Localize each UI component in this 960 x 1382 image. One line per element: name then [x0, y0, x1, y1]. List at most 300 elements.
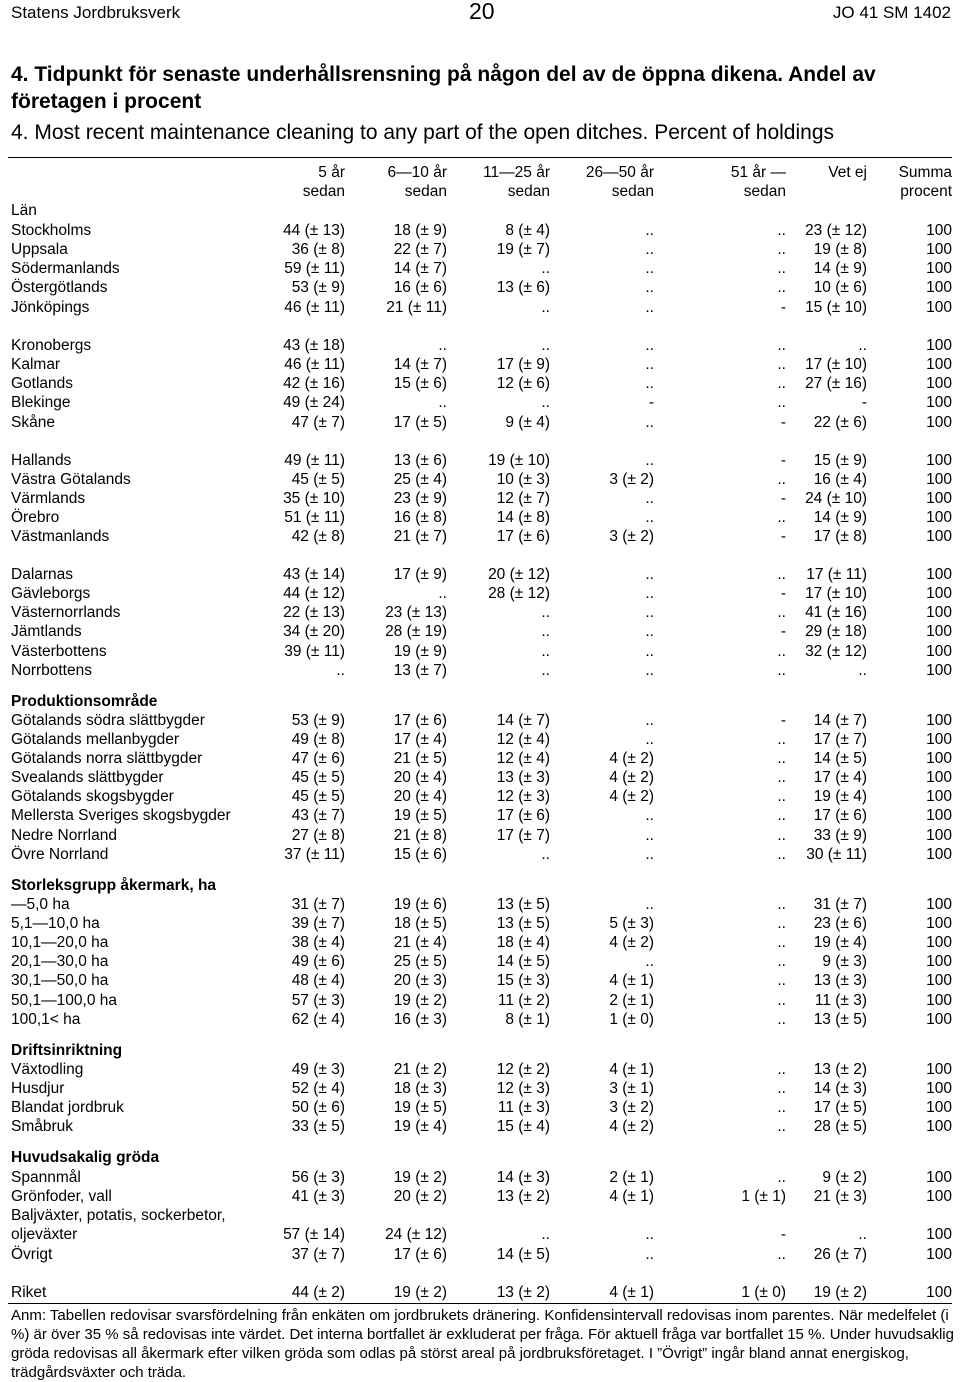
- table-cell: 57 (± 14): [283, 1226, 345, 1243]
- table-cell: ..: [645, 643, 654, 660]
- table-cell: 31 (± 7): [291, 896, 345, 913]
- row-label: Värmlands: [11, 490, 86, 507]
- table-row: [0, 622, 960, 641]
- row-label: 30,1—50,0 ha: [11, 972, 109, 989]
- row-label: Blekinge: [11, 394, 71, 411]
- table-cell: 14 (± 5): [813, 750, 867, 767]
- table-cell: 5 (± 3): [609, 915, 654, 932]
- table-cell: ..: [645, 414, 654, 431]
- table-cell: 15 (± 10): [805, 299, 867, 316]
- table-cell: 9 (± 2): [822, 1169, 867, 1186]
- row-label: Jämtlands: [11, 623, 82, 640]
- row-label: Götalands södra slättbygder: [11, 712, 205, 729]
- row-label: Gävleborgs: [11, 585, 91, 602]
- table-cell: ..: [777, 643, 786, 660]
- table-cell: 45 (± 5): [291, 769, 345, 786]
- table-cell: ..: [336, 662, 345, 679]
- table-cell: ..: [645, 241, 654, 258]
- table-cell: 3 (± 1): [609, 1080, 654, 1097]
- table-cell: 38 (± 4): [291, 934, 345, 951]
- table-row: [0, 711, 960, 730]
- table-row: [0, 933, 960, 952]
- table-row: [0, 259, 960, 278]
- table-row: [0, 374, 960, 393]
- table-row: [0, 1098, 960, 1117]
- table-row: [0, 240, 960, 259]
- table-cell: 12 (± 6): [496, 375, 550, 392]
- table-cell: 49 (± 8): [291, 731, 345, 748]
- table-cell: ..: [645, 731, 654, 748]
- table-cell: 27 (± 8): [291, 827, 345, 844]
- page-header: [0, 0, 960, 30]
- table-cell: ..: [858, 337, 867, 354]
- table-cell: 100: [926, 509, 952, 526]
- table-cell: 21 (± 3): [813, 1188, 867, 1205]
- table-cell: 49 (± 24): [283, 394, 345, 411]
- table-cell: 17 (± 9): [393, 566, 447, 583]
- table-cell: ..: [645, 337, 654, 354]
- table-cell: 19 (± 4): [813, 934, 867, 951]
- table-cell: 13 (± 5): [496, 915, 550, 932]
- table-cell: 47 (± 7): [291, 414, 345, 431]
- report-code: JO 41 SM 1402: [832, 3, 951, 22]
- table-cell: 17 (± 6): [813, 807, 867, 824]
- table-row: [0, 1117, 960, 1136]
- row-label: Östergötlands: [11, 279, 108, 296]
- table-cell: -: [780, 1226, 786, 1243]
- section-heading-row: [0, 1148, 960, 1167]
- table-row: [0, 508, 960, 527]
- table-cell: 4 (± 2): [609, 769, 654, 786]
- section-heading-row: [0, 876, 960, 895]
- table-cell: 100: [926, 896, 952, 913]
- table-title-swedish: [11, 61, 876, 115]
- table-cell: 4 (± 1): [609, 1061, 654, 1078]
- table-cell: ..: [645, 623, 654, 640]
- table-cell: 100: [926, 1188, 952, 1205]
- table-cell: 2 (± 1): [609, 992, 654, 1009]
- table-cell: ..: [777, 915, 786, 932]
- table-row: [0, 1079, 960, 1098]
- table-row: [0, 584, 960, 603]
- table-cell: 19 (± 2): [393, 1169, 447, 1186]
- table-cell: 17 (± 9): [496, 356, 550, 373]
- table-cell: 100: [926, 769, 952, 786]
- table-cell: 17 (± 7): [813, 731, 867, 748]
- row-label: Spannmål: [11, 1169, 81, 1186]
- table-cell: ..: [777, 934, 786, 951]
- row-label: Uppsala: [11, 241, 68, 258]
- col-header-summa: Summa procent: [898, 164, 952, 200]
- table-cell: 44 (± 13): [283, 222, 345, 239]
- table-cell: 53 (± 9): [291, 279, 345, 296]
- table-cell: 32 (± 12): [805, 643, 867, 660]
- table-cell: ..: [645, 1226, 654, 1243]
- table-cell: ..: [777, 566, 786, 583]
- table-cell: ..: [645, 846, 654, 863]
- table-cell: 22 (± 7): [393, 241, 447, 258]
- table-cell: 17 (± 8): [813, 528, 867, 545]
- table-cell: 100: [926, 566, 952, 583]
- table-cell: 17 (± 5): [393, 414, 447, 431]
- table-cell: ..: [777, 1080, 786, 1097]
- table-cell: 13 (± 6): [393, 452, 447, 469]
- row-label: Hallands: [11, 452, 72, 469]
- table-row: [0, 768, 960, 787]
- table-row: [0, 787, 960, 806]
- table-cell: ..: [541, 299, 550, 316]
- table-cell: ..: [541, 604, 550, 621]
- table-cell: 19 (± 5): [393, 1099, 447, 1116]
- table-cell: 28 (± 12): [488, 585, 550, 602]
- table-cell: ..: [645, 585, 654, 602]
- table-row: [0, 603, 960, 622]
- row-label: Grönfoder, vall: [11, 1188, 112, 1205]
- table-cell: 27 (± 16): [805, 375, 867, 392]
- table-cell: 48 (± 4): [291, 972, 345, 989]
- table-cell: ..: [777, 1169, 786, 1186]
- table-row: [0, 952, 960, 971]
- section-heading: Driftsinriktning: [11, 1042, 123, 1059]
- row-label: 50,1—100,0 ha: [11, 992, 118, 1009]
- table-cell: 23 (± 9): [393, 490, 447, 507]
- table-row: [0, 393, 960, 412]
- table-cell: 11 (± 3): [497, 1099, 550, 1116]
- table-cell: 13 (± 5): [496, 896, 550, 913]
- table-row: [0, 1010, 960, 1029]
- table-cell: 14 (± 5): [496, 953, 550, 970]
- table-cell: -: [780, 414, 786, 431]
- row-label: Stockholms: [11, 222, 92, 239]
- table-cell: 52 (± 4): [291, 1080, 345, 1097]
- table-cell: 3 (± 2): [609, 528, 654, 545]
- row-label: Norrbottens: [11, 662, 92, 679]
- table-cell: 33 (± 5): [291, 1118, 345, 1135]
- table-cell: 3 (± 2): [609, 1099, 654, 1116]
- table-cell: 14 (± 7): [496, 712, 550, 729]
- table-cell: 17 (± 10): [805, 356, 867, 373]
- table-cell: 13 (± 3): [496, 769, 550, 786]
- table-cell: ..: [645, 509, 654, 526]
- table-row: [0, 749, 960, 768]
- table-cell: 100: [926, 279, 952, 296]
- table-cell: 100: [926, 915, 952, 932]
- table-row: [0, 565, 960, 584]
- table-cell: ..: [777, 337, 786, 354]
- table-cell: 13 (± 5): [813, 1011, 867, 1028]
- table-cell: -: [780, 712, 786, 729]
- table-row: [0, 527, 960, 546]
- table-cell: 23 (± 12): [805, 222, 867, 239]
- table-cell: 100: [926, 414, 952, 431]
- table-cell: 100: [926, 528, 952, 545]
- row-label: Västernorrlands: [11, 604, 121, 621]
- table-cell: ..: [541, 337, 550, 354]
- table-cell: 19 (± 10): [488, 452, 550, 469]
- table-cell: 17 (± 6): [496, 807, 550, 824]
- table-cell: 30 (± 11): [806, 846, 867, 863]
- table-row: [0, 1168, 960, 1187]
- row-label: Husdjur: [11, 1080, 65, 1097]
- table-cell: -: [780, 623, 786, 640]
- row-label: Västra Götalands: [11, 471, 131, 488]
- table-cell: 100: [926, 731, 952, 748]
- table-cell: 49 (± 6): [291, 953, 345, 970]
- table-cell: 21 (± 7): [393, 528, 447, 545]
- table-row: [0, 1225, 960, 1244]
- publisher-name: Statens Jordbruksverk: [11, 3, 181, 22]
- table-cell: ..: [777, 604, 786, 621]
- table-cell: 100: [926, 807, 952, 824]
- table-cell: -: [780, 299, 786, 316]
- table-top-rule: [8, 157, 952, 158]
- table-cell: ..: [645, 662, 654, 679]
- table-cell: 4 (± 1): [609, 972, 654, 989]
- table-cell: 11 (± 2): [497, 992, 550, 1009]
- table-cell: ..: [777, 788, 786, 805]
- table-cell: 100: [926, 972, 952, 989]
- table-cell: 17 (± 4): [393, 731, 447, 748]
- table-row: [0, 845, 960, 864]
- table-cell: ..: [777, 896, 786, 913]
- table-cell: 14 (± 7): [813, 712, 867, 729]
- table-cell: 4 (± 1): [609, 1284, 654, 1301]
- table-cell: 100: [926, 1226, 952, 1243]
- table-cell: 100: [926, 1080, 952, 1097]
- table-cell: 10 (± 6): [813, 279, 867, 296]
- table-cell: 4 (± 2): [609, 934, 654, 951]
- table-cell: 62 (± 4): [291, 1011, 345, 1028]
- table-cell: ..: [777, 846, 786, 863]
- table-cell: 13 (± 2): [496, 1284, 550, 1301]
- section-label-lan: Län: [11, 202, 37, 219]
- table-row: [0, 489, 960, 508]
- table-cell: 14 (± 7): [393, 356, 447, 373]
- table-cell: 100: [926, 1284, 952, 1301]
- table-cell: 21 (± 2): [393, 1061, 447, 1078]
- table-cell: 100: [926, 471, 952, 488]
- table-cell: 12 (± 3): [496, 1080, 550, 1097]
- table-cell: 21 (± 4): [393, 934, 447, 951]
- table-row: [0, 914, 960, 933]
- table-cell: 100: [926, 1011, 952, 1028]
- table-cell: ..: [645, 490, 654, 507]
- table-cell: 100: [926, 953, 952, 970]
- table-cell: ..: [645, 827, 654, 844]
- table-bottom-rule: [8, 1303, 952, 1304]
- table-cell: ..: [777, 807, 786, 824]
- table-cell: ..: [645, 299, 654, 316]
- table-cell: 13 (± 2): [813, 1061, 867, 1078]
- table-cell: 45 (± 5): [291, 788, 345, 805]
- table-cell: 49 (± 11): [284, 452, 345, 469]
- table-cell: ..: [777, 1246, 786, 1263]
- table-cell: ..: [645, 953, 654, 970]
- table-cell: 46 (± 11): [284, 299, 345, 316]
- table-cell: 100: [926, 604, 952, 621]
- table-cell: 15 (± 4): [496, 1118, 550, 1135]
- table-cell: ..: [777, 827, 786, 844]
- table-cell: 51 (± 11): [284, 509, 345, 526]
- table-cell: 13 (± 7): [393, 662, 447, 679]
- table-cell: 3 (± 2): [609, 471, 654, 488]
- table-cell: ..: [541, 394, 550, 411]
- table-cell: 20 (± 2): [393, 1188, 447, 1205]
- row-label: Mellersta Sveriges skogsbygder: [11, 807, 231, 824]
- table-cell: ..: [645, 356, 654, 373]
- table-cell: -: [861, 394, 867, 411]
- table-cell: 44 (± 12): [283, 585, 345, 602]
- table-cell: ..: [777, 1099, 786, 1116]
- row-label: Götalands mellanbygder: [11, 731, 180, 748]
- table-cell: 100: [926, 623, 952, 640]
- table-cell: 18 (± 4): [496, 934, 550, 951]
- table-cell: 18 (± 9): [393, 222, 447, 239]
- row-label: 10,1—20,0 ha: [11, 934, 109, 951]
- table-cell: 19 (± 9): [393, 643, 447, 660]
- table-cell: 19 (± 4): [813, 788, 867, 805]
- table-cell: 28 (± 5): [813, 1118, 867, 1135]
- table-cell: -: [780, 585, 786, 602]
- row-label: Kronobergs: [11, 337, 92, 354]
- table-cell: 17 (± 6): [393, 1246, 447, 1263]
- table-row: [0, 806, 960, 825]
- row-label: Västerbottens: [11, 643, 107, 660]
- table-cell: 39 (± 11): [284, 643, 345, 660]
- table-cell: 16 (± 4): [813, 471, 867, 488]
- table-cell: 100: [926, 712, 952, 729]
- table-cell: 46 (± 11): [284, 356, 345, 373]
- row-label: oljeväxter: [11, 1226, 78, 1243]
- table-cell: ..: [645, 896, 654, 913]
- table-cell: 9 (± 3): [822, 953, 867, 970]
- table-cell: 17 (± 10): [805, 585, 867, 602]
- table-cell: ..: [777, 222, 786, 239]
- table-cell: 100: [926, 394, 952, 411]
- col-header-5yr: 5 år sedan: [302, 164, 345, 200]
- table-cell: ..: [645, 604, 654, 621]
- table-cell: 41 (± 16): [805, 604, 867, 621]
- table-cell: 100: [926, 356, 952, 373]
- row-label: Riket: [11, 1284, 47, 1301]
- table-cell: 100: [926, 992, 952, 1009]
- table-cell: ..: [645, 452, 654, 469]
- table-cell: ..: [438, 337, 447, 354]
- table-cell: 19 (± 6): [393, 896, 447, 913]
- table-cell: ..: [777, 750, 786, 767]
- row-label: 20,1—30,0 ha: [11, 953, 109, 970]
- table-cell: 21 (± 11): [386, 299, 447, 316]
- row-label: Gotlands: [11, 375, 74, 392]
- table-cell: 47 (± 6): [291, 750, 345, 767]
- table-row: [0, 1060, 960, 1079]
- table-cell: 14 (± 8): [496, 509, 550, 526]
- row-label: Svealands slättbygder: [11, 769, 164, 786]
- table-cell: 17 (± 7): [496, 827, 550, 844]
- table-row: [0, 336, 960, 355]
- table-cell: ..: [777, 1011, 786, 1028]
- table-row: [0, 971, 960, 990]
- table-cell: 19 (± 2): [813, 1284, 867, 1301]
- table-cell: 26 (± 7): [813, 1246, 867, 1263]
- table-cell: 14 (± 9): [813, 509, 867, 526]
- table-cell: 16 (± 3): [393, 1011, 447, 1028]
- row-label: Blandat jordbruk: [11, 1099, 124, 1116]
- table-cell: 12 (± 3): [496, 788, 550, 805]
- table-cell: 1 (± 0): [741, 1284, 786, 1301]
- table-cell: 37 (± 11): [284, 846, 345, 863]
- table-cell: 100: [926, 1061, 952, 1078]
- table-cell: 4 (± 2): [609, 750, 654, 767]
- table-cell: 1 (± 0): [609, 1011, 654, 1028]
- table-cell: 36 (± 8): [291, 241, 345, 258]
- table-cell: 13 (± 3): [813, 972, 867, 989]
- table-cell: 22 (± 6): [813, 414, 867, 431]
- row-label: Södermanlands: [11, 260, 120, 277]
- table-cell: 20 (± 4): [393, 788, 447, 805]
- table-row: [0, 451, 960, 470]
- table-cell: 14 (± 3): [496, 1169, 550, 1186]
- table-cell: 25 (± 4): [393, 471, 447, 488]
- table-cell: 100: [926, 585, 952, 602]
- table-cell: 19 (± 7): [496, 241, 550, 258]
- table-cell: ..: [541, 260, 550, 277]
- table-cell: 44 (± 2): [291, 1284, 345, 1301]
- table-cell: 20 (± 4): [393, 769, 447, 786]
- row-label: Skåne: [11, 414, 55, 431]
- table-cell: ..: [777, 662, 786, 679]
- table-cell: 50 (± 6): [291, 1099, 345, 1116]
- table-row: [0, 895, 960, 914]
- table-cell: 100: [926, 241, 952, 258]
- table-row: [0, 1245, 960, 1264]
- table-cell: 17 (± 5): [813, 1099, 867, 1116]
- table-cell: 17 (± 6): [393, 712, 447, 729]
- table-cell: 100: [926, 1118, 952, 1135]
- table-cell: 13 (± 2): [496, 1188, 550, 1205]
- table-cell: 8 (± 4): [505, 222, 550, 239]
- table-cell: 17 (± 4): [813, 769, 867, 786]
- table-cell: 14 (± 9): [813, 260, 867, 277]
- col-header-vet-ej: Vet ej: [828, 164, 867, 181]
- table-cell: 9 (± 4): [505, 414, 550, 431]
- table-row: [0, 642, 960, 661]
- table-cell: ..: [645, 566, 654, 583]
- table-cell: 100: [926, 846, 952, 863]
- row-label: Jönköpings: [11, 299, 90, 316]
- table-cell: ..: [777, 394, 786, 411]
- table-cell: 18 (± 3): [393, 1080, 447, 1097]
- table-cell: 37 (± 7): [291, 1246, 345, 1263]
- table-cell: 29 (± 18): [805, 623, 867, 640]
- table-footnote: Anm: Tabellen redovisar svarsfördelning från enkäten om jordbrukets dränering. Konfidensintervall redovisas inom parentes. När medelfelet (i %) är över 35 % så redovisas inte värdet. Det interna bortfallet är exkluderat per fråga. För aktuell fråga var bortfallet 15 %. Under huvudsaklig gröda redovisas all åkermark efter vilken gröda som odlas på störst areal på jordbruksföretaget. I ”Övrigt” ingår bland annat energiskog, trädgårdsväxter och träda.: [11, 1307, 954, 1381]
- table-cell: 1 (± 1): [741, 1188, 786, 1205]
- table-cell: 100: [926, 788, 952, 805]
- table-cell: ..: [777, 1061, 786, 1078]
- table-cell: ..: [777, 972, 786, 989]
- table-row: [0, 221, 960, 240]
- row-label: —5,0 ha: [11, 896, 70, 913]
- table-cell: 12 (± 7): [496, 490, 550, 507]
- table-cell: ..: [645, 260, 654, 277]
- table-title-swedish-line1: 4. Tidpunkt för senaste underhållsrensning på någon del av de öppna dikena. Andel av: [11, 63, 876, 86]
- table-cell: ..: [777, 241, 786, 258]
- table-cell: 14 (± 7): [393, 260, 447, 277]
- table-cell: ..: [645, 712, 654, 729]
- table-cell: ..: [777, 992, 786, 1009]
- table-cell: 43 (± 7): [291, 807, 345, 824]
- table-cell: 4 (± 2): [609, 1118, 654, 1135]
